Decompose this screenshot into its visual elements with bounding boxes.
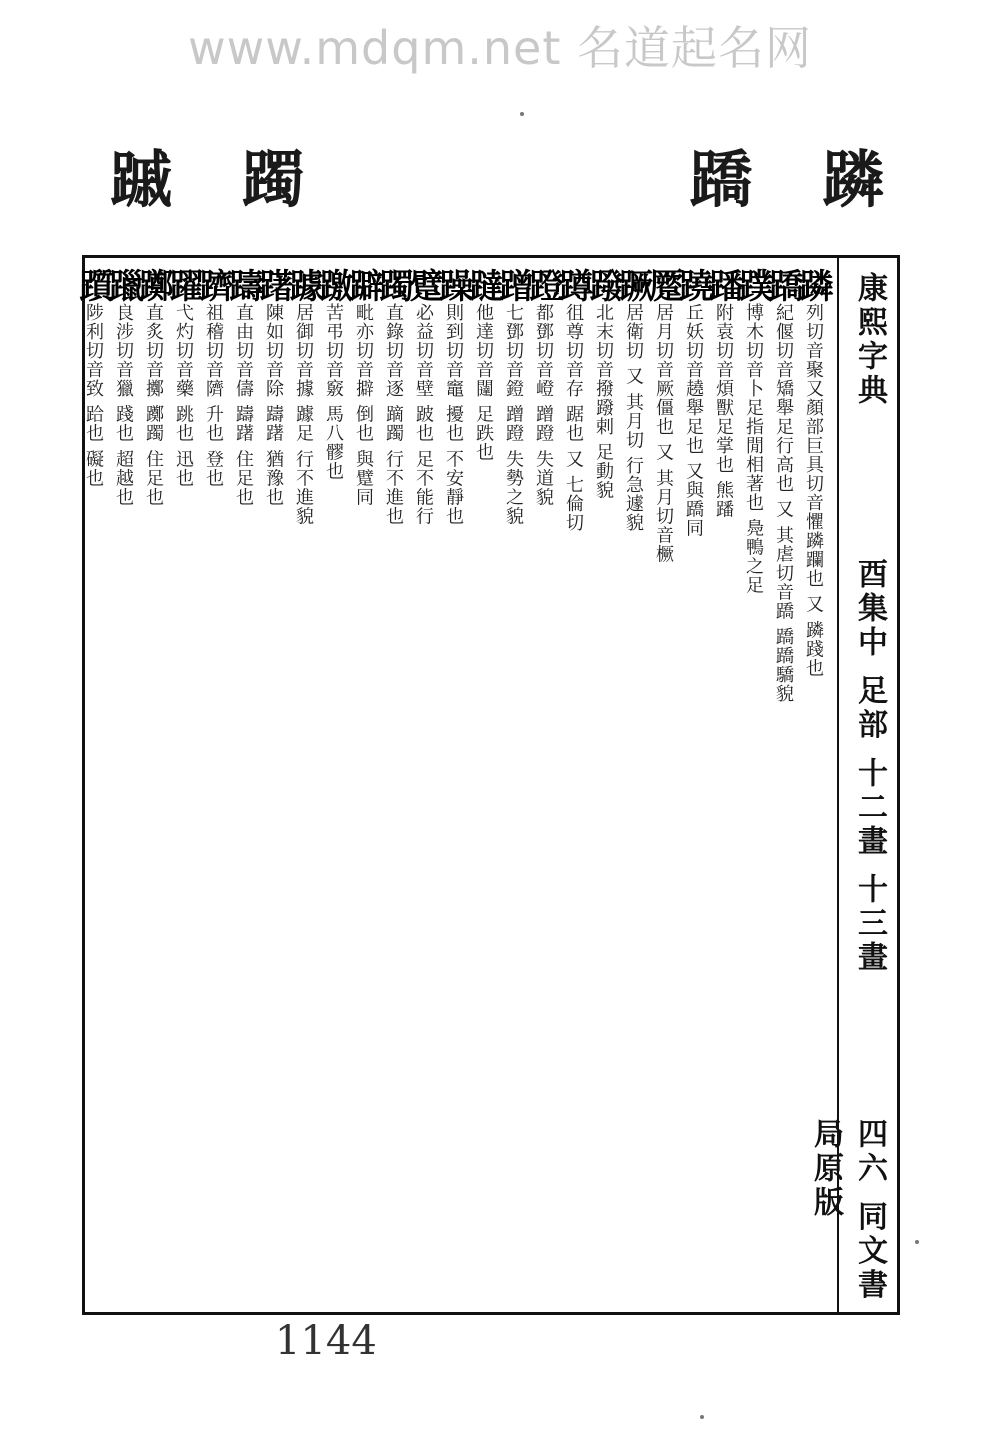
entry-headword: 蹻: [763, 268, 803, 303]
entry-definition: 丘妖切音趬舉足也 又與蹻同: [683, 303, 704, 538]
entry-headword: 蹬: [523, 268, 563, 303]
entry-definition: 居御切音據 躆足 行不進貌: [293, 303, 314, 526]
entry-definition: 附袁切音煩獸足掌也 熊蹯: [713, 303, 734, 519]
dictionary-columns: [73, 268, 833, 1302]
dictionary-column: [343, 268, 383, 1302]
entry-headword: 蹭: [493, 268, 533, 303]
dictionary-column: [133, 268, 173, 1302]
seal-glyph: 蹻: [690, 143, 753, 216]
entry-definition: 必益切音壁 跛也 足不能行: [413, 303, 434, 526]
scan-speck: [520, 112, 524, 116]
scan-speck: [700, 1415, 704, 1419]
entry-headword: 蹺: [673, 268, 713, 303]
entry-headword: 蹸: [793, 268, 833, 303]
dictionary-column: [553, 268, 593, 1302]
entry-definition: 都鄧切音嶝 蹭蹬 失道貌: [533, 303, 554, 507]
dictionary-column: [523, 268, 563, 1302]
seal-glyph: 䠞: [110, 143, 173, 216]
entry-headword: 蹳: [583, 268, 623, 303]
seal-glyphs-left: [110, 130, 304, 219]
dictionary-column: [673, 268, 713, 1302]
entry-headword: 躐: [103, 268, 143, 303]
entry-definition: 祖稽切音隮 升也 登也: [203, 303, 224, 488]
watermark: www.mdqm.net 名道起名网: [187, 21, 813, 75]
dictionary-column: [283, 268, 323, 1302]
entry-definition: 毗亦切音擗 倒也 與躄同: [353, 303, 374, 507]
seal-glyph: 躅: [242, 143, 305, 216]
entry-headword: 蹯: [703, 268, 743, 303]
entry-definition: 陟利切音致 跲也 礙也: [83, 303, 104, 488]
dictionary-column: [763, 268, 803, 1302]
dictionary-column: [793, 268, 833, 1302]
dictionary-column: [463, 268, 503, 1302]
entry-headword: 躑: [133, 268, 173, 303]
entry-definition: 陳如切音除 躊躇 猶豫也: [263, 303, 284, 507]
dictionary-column: [493, 268, 533, 1302]
entry-definition: 北末切音撥蹳剌 足動貌: [593, 303, 614, 500]
entry-headword: 躍: [163, 268, 203, 303]
entry-definition: 紀偃切音矯舉足行高也 又 其虐切音蹻 蹻蹻驕貌: [773, 303, 794, 704]
entry-definition: 直炙切音擲 躑躅 住足也: [143, 303, 164, 507]
seal-glyphs-right: [690, 130, 884, 219]
dictionary-column: [733, 268, 773, 1302]
dictionary-column: [163, 268, 203, 1302]
entry-headword: 躄: [403, 268, 443, 303]
entry-headword: 躁: [433, 268, 473, 303]
entry-headword: 躂: [463, 268, 503, 303]
entry-headword: 蹶: [613, 268, 653, 303]
entry-headword: 蹷: [643, 268, 683, 303]
entry-definition: 居月切音厥僵也 又 其月切音橛: [653, 303, 674, 564]
entry-definition: 他達切音闥 足跌也: [473, 303, 494, 462]
entry-headword: 躓: [73, 268, 113, 303]
dictionary-column: [613, 268, 653, 1302]
entry-definition: 列切音聚又顏部巨具切音懼蹸躝也 又 蹸踐也: [803, 303, 824, 678]
dictionary-column: [313, 268, 353, 1302]
entry-headword: 躃: [343, 268, 383, 303]
entry-definition: 弋灼切音藥 跳也 迅也: [173, 303, 194, 488]
entry-headword: 躇: [253, 268, 293, 303]
section-label: 酉集中 足部 十二畫 十三畫: [852, 558, 887, 976]
entry-headword: 躋: [193, 268, 233, 303]
book-title: 康熙字典: [852, 272, 887, 408]
entry-definition: 苦弔切音竅 馬八髎也: [323, 303, 344, 481]
entry-headword: 躅: [373, 268, 413, 303]
dictionary-column: [583, 268, 623, 1302]
dictionary-column: [193, 268, 233, 1302]
dictionary-page-frame: [73, 255, 900, 1315]
dictionary-column: [223, 268, 263, 1302]
entry-headword: 躊: [223, 268, 263, 303]
entry-definition: 則到切音竈 擾也 不安靜也: [443, 303, 464, 526]
dictionary-column: [643, 268, 683, 1302]
entry-definition: 七鄧切音鐙 蹭蹬 失勢之貌: [503, 303, 524, 526]
entry-definition: 直錄切音逐 蹢躅 行不進也: [383, 303, 404, 526]
dictionary-column: [253, 268, 293, 1302]
entry-definition: 良涉切音獵 踐也 超越也: [113, 303, 134, 507]
folio-label: 四六 同文書局原版: [808, 1118, 887, 1303]
page-number: 1144: [275, 1318, 377, 1364]
entry-headword: 躆: [283, 268, 323, 303]
entry-definition: 博木切音卜足指閒相著也 鳧鴨之足: [743, 303, 764, 595]
scan-speck: [915, 1240, 919, 1244]
dictionary-column: [703, 268, 743, 1302]
entry-definition: 居衛切 又 其月切 行急遽貌: [623, 303, 644, 533]
entry-headword: 蹼: [733, 268, 773, 303]
entry-definition: 直由切音儔 躊躇 住足也: [233, 303, 254, 507]
dictionary-column: [403, 268, 443, 1302]
entry-definition: 徂尊切音存 踞也 又 七倫切: [563, 303, 584, 533]
seal-glyph: 蹸: [822, 143, 885, 216]
entry-headword: 躈: [313, 268, 353, 303]
dictionary-column: [373, 268, 413, 1302]
dictionary-column: [433, 268, 473, 1302]
dictionary-column: [103, 268, 143, 1302]
entry-headword: 蹲: [553, 268, 593, 303]
dictionary-column: [73, 268, 113, 1302]
